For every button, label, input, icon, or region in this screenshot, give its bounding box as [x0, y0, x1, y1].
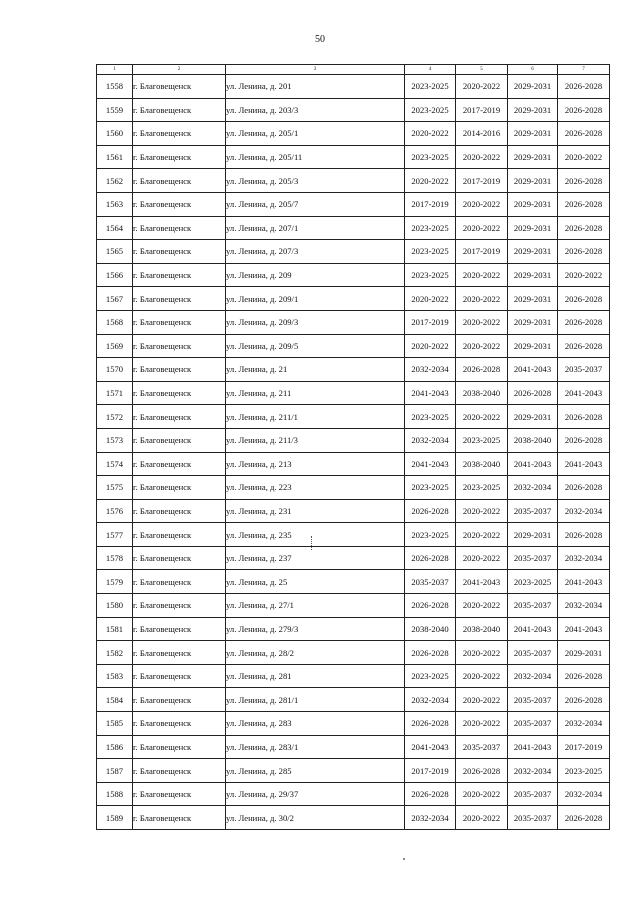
period-cell: 2020-2022 — [456, 664, 508, 688]
period-cell: 2017-2019 — [558, 735, 610, 759]
city-cell: г. Благовещенск — [133, 499, 226, 523]
table-row — [97, 523, 610, 547]
row-number-cell: 1570 — [97, 358, 133, 382]
address-cell: ул. Ленина, д. 205/7 — [226, 192, 405, 216]
address-cell: ул. Ленина, д. 201 — [226, 75, 405, 99]
row-number-cell: 1589 — [97, 806, 133, 830]
period-cell: 2029-2031 — [508, 334, 558, 358]
period-cell: 2029-2031 — [508, 263, 558, 287]
period-cell: 2023-2025 — [405, 98, 456, 122]
period-cell: 2026-2028 — [405, 782, 456, 806]
period-cell: 2020-2022 — [456, 287, 508, 311]
address-cell: ул. Ленина, д. 25 — [226, 570, 405, 594]
period-cell: 2029-2031 — [508, 98, 558, 122]
row-number-cell: 1574 — [97, 452, 133, 476]
period-cell: 2035-2037 — [508, 594, 558, 618]
row-number-cell: 1561 — [97, 145, 133, 169]
period-cell: 2026-2028 — [405, 499, 456, 523]
row-number-cell: 1562 — [97, 169, 133, 193]
city-cell: г. Благовещенск — [133, 145, 226, 169]
period-cell: 2041-2043 — [508, 617, 558, 641]
city-cell: г. Благовещенск — [133, 735, 226, 759]
period-cell: 2032-2034 — [508, 664, 558, 688]
row-number-cell: 1567 — [97, 287, 133, 311]
period-cell: 2041-2043 — [508, 735, 558, 759]
period-cell: 2026-2028 — [558, 192, 610, 216]
row-number-cell: 1582 — [97, 641, 133, 665]
period-cell: 2035-2037 — [508, 806, 558, 830]
city-cell: г. Благовещенск — [133, 617, 226, 641]
address-cell: ул. Ленина, д. 231 — [226, 499, 405, 523]
row-number-cell: 1586 — [97, 735, 133, 759]
table-row — [97, 688, 610, 712]
address-cell: ул. Ленина, д. 29/37 — [226, 782, 405, 806]
table-row — [97, 405, 610, 429]
scan-dot — [403, 858, 405, 860]
address-cell: ул. Ленина, д. 237 — [226, 546, 405, 570]
period-cell: 2026-2028 — [558, 75, 610, 99]
period-cell: 2020-2022 — [456, 334, 508, 358]
address-cell: ул. Ленина, д. 205/3 — [226, 169, 405, 193]
city-cell: г. Благовещенск — [133, 688, 226, 712]
table-row — [97, 759, 610, 783]
address-cell: ул. Ленина, д. 28/2 — [226, 641, 405, 665]
period-cell: 2029-2031 — [508, 216, 558, 240]
period-cell: 2020-2022 — [456, 594, 508, 618]
address-cell: ул. Ленина, д. 283 — [226, 712, 405, 736]
city-cell: г. Благовещенск — [133, 310, 226, 334]
period-cell: 2020-2022 — [405, 169, 456, 193]
table-row — [97, 98, 610, 122]
period-cell: 2035-2037 — [508, 546, 558, 570]
period-cell: 2026-2028 — [558, 287, 610, 311]
city-cell: г. Благовещенск — [133, 405, 226, 429]
period-cell: 2035-2037 — [508, 499, 558, 523]
period-cell: 2026-2028 — [558, 688, 610, 712]
city-cell: г. Благовещенск — [133, 75, 226, 99]
period-cell: 2014-2016 — [456, 122, 508, 146]
city-cell: г. Благовещенск — [133, 216, 226, 240]
table-row — [97, 145, 610, 169]
address-cell: ул. Ленина, д. 283/1 — [226, 735, 405, 759]
address-cell: ул. Ленина, д. 30/2 — [226, 806, 405, 830]
period-cell: 2017-2019 — [405, 759, 456, 783]
period-cell: 2020-2022 — [456, 546, 508, 570]
address-cell: ул. Ленина, д. 209/5 — [226, 334, 405, 358]
address-cell: ул. Ленина, д. 27/1 — [226, 594, 405, 618]
period-cell: 2041-2043 — [558, 381, 610, 405]
city-cell: г. Благовещенск — [133, 287, 226, 311]
period-cell: 2026-2028 — [558, 98, 610, 122]
period-cell: 2038-2040 — [456, 617, 508, 641]
period-cell: 2029-2031 — [558, 641, 610, 665]
period-cell: 2026-2028 — [508, 381, 558, 405]
period-cell: 2029-2031 — [508, 169, 558, 193]
address-cell: ул. Ленина, д. 211 — [226, 381, 405, 405]
page-number: 50 — [315, 34, 325, 45]
period-cell: 2023-2025 — [405, 75, 456, 99]
city-cell: г. Благовещенск — [133, 98, 226, 122]
row-number-cell: 1571 — [97, 381, 133, 405]
address-cell: ул. Ленина, д. 209/1 — [226, 287, 405, 311]
row-number-cell: 1587 — [97, 759, 133, 783]
address-cell: ул. Ленина, д. 281/1 — [226, 688, 405, 712]
row-number-cell: 1569 — [97, 334, 133, 358]
row-number-cell: 1575 — [97, 476, 133, 500]
table-row — [97, 499, 610, 523]
address-cell: ул. Ленина, д. 213 — [226, 452, 405, 476]
city-cell: г. Благовещенск — [133, 263, 226, 287]
period-cell: 2035-2037 — [508, 688, 558, 712]
period-cell: 2020-2022 — [456, 782, 508, 806]
table-row — [97, 617, 610, 641]
city-cell: г. Благовещенск — [133, 169, 226, 193]
period-cell: 2029-2031 — [508, 310, 558, 334]
period-cell: 2026-2028 — [456, 358, 508, 382]
row-number-cell: 1560 — [97, 122, 133, 146]
row-number-cell: 1577 — [97, 523, 133, 547]
period-cell: 2017-2019 — [456, 98, 508, 122]
period-cell: 2020-2022 — [456, 145, 508, 169]
table-row — [97, 735, 610, 759]
city-cell: г. Благовещенск — [133, 664, 226, 688]
row-number-cell: 1579 — [97, 570, 133, 594]
city-cell: г. Благовещенск — [133, 334, 226, 358]
period-cell: 2020-2022 — [456, 216, 508, 240]
city-cell: г. Благовещенск — [133, 641, 226, 665]
period-cell: 2026-2028 — [405, 594, 456, 618]
period-cell: 2041-2043 — [456, 570, 508, 594]
table-row — [97, 216, 610, 240]
period-cell: 2029-2031 — [508, 75, 558, 99]
table-row — [97, 169, 610, 193]
city-cell: г. Благовещенск — [133, 546, 226, 570]
period-cell: 2023-2025 — [405, 145, 456, 169]
table-row — [97, 358, 610, 382]
period-cell: 2020-2022 — [405, 122, 456, 146]
table-row — [97, 570, 610, 594]
period-cell: 2032-2034 — [405, 806, 456, 830]
row-number-cell: 1573 — [97, 428, 133, 452]
period-cell: 2020-2022 — [456, 192, 508, 216]
period-cell: 2035-2037 — [508, 641, 558, 665]
period-cell: 2029-2031 — [508, 287, 558, 311]
row-number-cell: 1583 — [97, 664, 133, 688]
period-cell: 2026-2028 — [558, 476, 610, 500]
address-cell: ул. Ленина, д. 211/1 — [226, 405, 405, 429]
table-row — [97, 712, 610, 736]
period-cell: 2020-2022 — [456, 688, 508, 712]
row-number-cell: 1565 — [97, 240, 133, 264]
period-cell: 2032-2034 — [405, 688, 456, 712]
column-header: 1 — [97, 65, 133, 75]
city-cell: г. Благовещенск — [133, 122, 226, 146]
address-cell: ул. Ленина, д. 203/3 — [226, 98, 405, 122]
period-cell: 2023-2025 — [405, 216, 456, 240]
period-cell: 2020-2022 — [456, 263, 508, 287]
address-cell: ул. Ленина, д. 279/3 — [226, 617, 405, 641]
period-cell: 2023-2025 — [558, 759, 610, 783]
address-cell: ул. Ленина, д. 281 — [226, 664, 405, 688]
period-cell: 2029-2031 — [508, 145, 558, 169]
period-cell: 2023-2025 — [456, 476, 508, 500]
table-row — [97, 594, 610, 618]
period-cell: 2041-2043 — [405, 381, 456, 405]
period-cell: 2023-2025 — [456, 428, 508, 452]
period-cell: 2032-2034 — [558, 782, 610, 806]
table-body — [97, 75, 610, 830]
table-row — [97, 546, 610, 570]
address-cell: ул. Ленина, д. 205/11 — [226, 145, 405, 169]
row-number-cell: 1585 — [97, 712, 133, 736]
column-header: 2 — [133, 65, 226, 75]
table-header-row — [97, 65, 610, 75]
period-cell: 2038-2040 — [508, 428, 558, 452]
period-cell: 2020-2022 — [405, 287, 456, 311]
period-cell: 2026-2028 — [558, 664, 610, 688]
period-cell: 2026-2028 — [558, 310, 610, 334]
address-cell: ул. Ленина, д. 223 — [226, 476, 405, 500]
period-cell: 2032-2034 — [405, 358, 456, 382]
address-cell: ул. Ленина, д. 235 — [226, 523, 405, 547]
row-number-cell: 1576 — [97, 499, 133, 523]
table-row — [97, 782, 610, 806]
period-cell: 2020-2022 — [405, 334, 456, 358]
table-row — [97, 263, 610, 287]
row-number-cell: 1558 — [97, 75, 133, 99]
period-cell: 2026-2028 — [558, 334, 610, 358]
row-number-cell: 1580 — [97, 594, 133, 618]
period-cell: 2023-2025 — [405, 664, 456, 688]
registry-table — [96, 64, 610, 830]
period-cell: 2035-2037 — [508, 782, 558, 806]
period-cell: 2020-2022 — [558, 263, 610, 287]
period-cell: 2029-2031 — [508, 122, 558, 146]
row-number-cell: 1588 — [97, 782, 133, 806]
address-cell: ул. Ленина, д. 209 — [226, 263, 405, 287]
period-cell: 2023-2025 — [405, 263, 456, 287]
table-row — [97, 334, 610, 358]
period-cell: 2032-2034 — [558, 594, 610, 618]
city-cell: г. Благовещенск — [133, 759, 226, 783]
period-cell: 2029-2031 — [508, 523, 558, 547]
row-number-cell: 1572 — [97, 405, 133, 429]
period-cell: 2026-2028 — [558, 405, 610, 429]
period-cell: 2026-2028 — [558, 806, 610, 830]
table-row — [97, 310, 610, 334]
table-row — [97, 428, 610, 452]
period-cell: 2041-2043 — [558, 617, 610, 641]
row-number-cell: 1568 — [97, 310, 133, 334]
period-cell: 2026-2028 — [405, 641, 456, 665]
period-cell: 2026-2028 — [558, 523, 610, 547]
period-cell: 2023-2025 — [508, 570, 558, 594]
table-row — [97, 641, 610, 665]
period-cell: 2041-2043 — [508, 452, 558, 476]
period-cell: 2026-2028 — [405, 546, 456, 570]
city-cell: г. Благовещенск — [133, 381, 226, 405]
column-header: 4 — [405, 65, 456, 75]
period-cell: 2029-2031 — [508, 240, 558, 264]
period-cell: 2032-2034 — [508, 759, 558, 783]
row-number-cell: 1563 — [97, 192, 133, 216]
row-number-cell: 1578 — [97, 546, 133, 570]
period-cell: 2041-2043 — [558, 452, 610, 476]
column-header: 6 — [508, 65, 558, 75]
period-cell: 2017-2019 — [456, 169, 508, 193]
city-cell: г. Благовещенск — [133, 358, 226, 382]
period-cell: 2026-2028 — [558, 240, 610, 264]
period-cell: 2041-2043 — [405, 735, 456, 759]
period-cell: 2032-2034 — [405, 428, 456, 452]
city-cell: г. Благовещенск — [133, 192, 226, 216]
period-cell: 2026-2028 — [456, 759, 508, 783]
period-cell: 2026-2028 — [558, 169, 610, 193]
period-cell: 2035-2037 — [508, 712, 558, 736]
table-row — [97, 122, 610, 146]
table-row — [97, 192, 610, 216]
city-cell: г. Благовещенск — [133, 570, 226, 594]
period-cell: 2020-2022 — [456, 641, 508, 665]
table-row — [97, 287, 610, 311]
period-cell: 2026-2028 — [405, 712, 456, 736]
city-cell: г. Благовещенск — [133, 782, 226, 806]
address-cell: ул. Ленина, д. 21 — [226, 358, 405, 382]
row-number-cell: 1566 — [97, 263, 133, 287]
table-row — [97, 664, 610, 688]
period-cell: 2020-2022 — [456, 405, 508, 429]
column-header: 5 — [456, 65, 508, 75]
city-cell: г. Благовещенск — [133, 452, 226, 476]
row-number-cell: 1584 — [97, 688, 133, 712]
column-header: 7 — [558, 65, 610, 75]
period-cell: 2026-2028 — [558, 216, 610, 240]
period-cell: 2041-2043 — [508, 358, 558, 382]
period-cell: 2032-2034 — [558, 546, 610, 570]
table-row — [97, 75, 610, 99]
city-cell: г. Благовещенск — [133, 712, 226, 736]
city-cell: г. Благовещенск — [133, 594, 226, 618]
table-row — [97, 806, 610, 830]
period-cell: 2020-2022 — [456, 712, 508, 736]
period-cell: 2023-2025 — [405, 240, 456, 264]
address-cell: ул. Ленина, д. 209/3 — [226, 310, 405, 334]
period-cell: 2020-2022 — [456, 499, 508, 523]
address-cell: ул. Ленина, д. 207/1 — [226, 216, 405, 240]
period-cell: 2029-2031 — [508, 405, 558, 429]
period-cell: 2020-2022 — [558, 145, 610, 169]
row-number-cell: 1581 — [97, 617, 133, 641]
period-cell: 2023-2025 — [405, 405, 456, 429]
period-cell: 2041-2043 — [558, 570, 610, 594]
address-cell: ул. Ленина, д. 285 — [226, 759, 405, 783]
city-cell: г. Благовещенск — [133, 428, 226, 452]
city-cell: г. Благовещенск — [133, 240, 226, 264]
period-cell: 2020-2022 — [456, 806, 508, 830]
row-number-cell: 1564 — [97, 216, 133, 240]
period-cell: 2032-2034 — [558, 499, 610, 523]
address-cell: ул. Ленина, д. 211/3 — [226, 428, 405, 452]
period-cell: 2041-2043 — [405, 452, 456, 476]
period-cell: 2035-2037 — [456, 735, 508, 759]
table-row — [97, 240, 610, 264]
table-row — [97, 452, 610, 476]
period-cell: 2017-2019 — [405, 192, 456, 216]
period-cell: 2017-2019 — [456, 240, 508, 264]
margin-mark — [311, 536, 315, 550]
period-cell: 2023-2025 — [405, 476, 456, 500]
address-cell: ул. Ленина, д. 205/1 — [226, 122, 405, 146]
period-cell: 2020-2022 — [456, 523, 508, 547]
period-cell: 2038-2040 — [456, 452, 508, 476]
address-cell: ул. Ленина, д. 207/3 — [226, 240, 405, 264]
period-cell: 2032-2034 — [558, 712, 610, 736]
city-cell: г. Благовещенск — [133, 523, 226, 547]
period-cell: 2029-2031 — [508, 192, 558, 216]
column-header: 3 — [226, 65, 405, 75]
table-row — [97, 381, 610, 405]
period-cell: 2035-2037 — [558, 358, 610, 382]
period-cell: 2020-2022 — [456, 310, 508, 334]
city-cell: г. Благовещенск — [133, 806, 226, 830]
period-cell: 2038-2040 — [405, 617, 456, 641]
period-cell: 2038-2040 — [456, 381, 508, 405]
period-cell: 2035-2037 — [405, 570, 456, 594]
period-cell: 2023-2025 — [405, 523, 456, 547]
row-number-cell: 1559 — [97, 98, 133, 122]
city-cell: г. Благовещенск — [133, 476, 226, 500]
period-cell: 2026-2028 — [558, 428, 610, 452]
period-cell: 2026-2028 — [558, 122, 610, 146]
period-cell: 2020-2022 — [456, 75, 508, 99]
table-row — [97, 476, 610, 500]
period-cell: 2032-2034 — [508, 476, 558, 500]
period-cell: 2017-2019 — [405, 310, 456, 334]
